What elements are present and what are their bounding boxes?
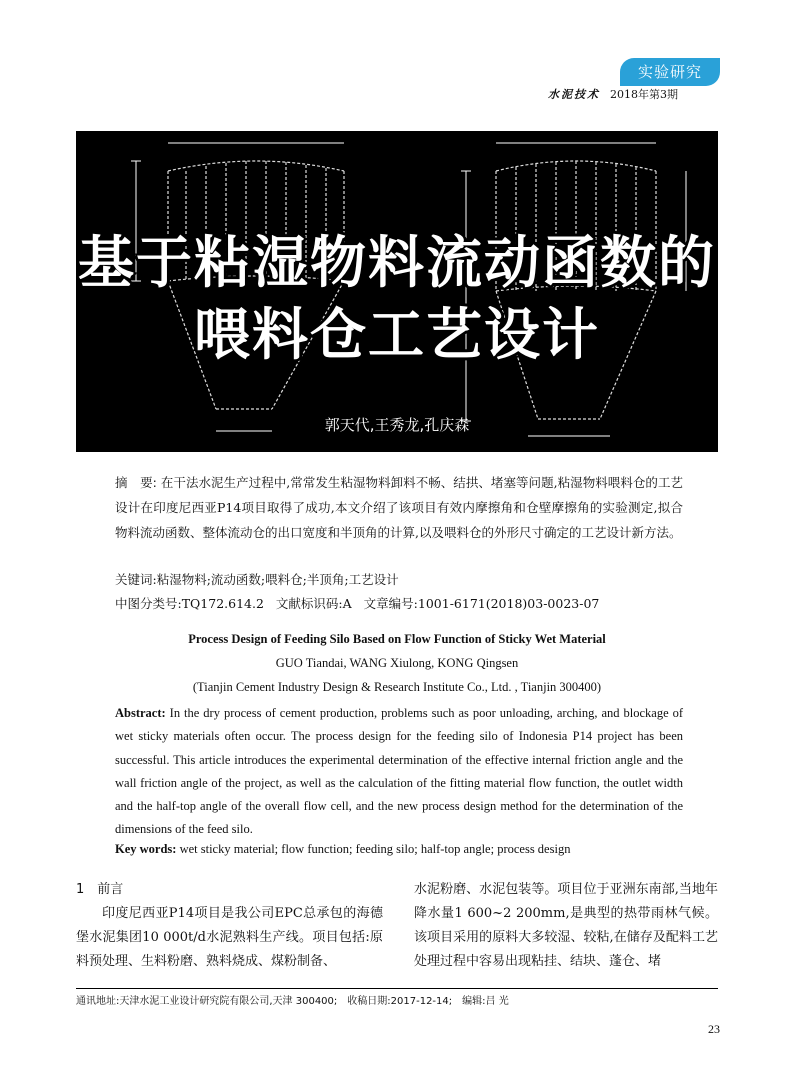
page-number: 23 [708, 1022, 720, 1036]
footnote-address: 通讯地址:天津水泥工业设计研究院有限公司,天津 300400; [76, 996, 338, 1007]
journal-header [548, 86, 728, 104]
chinese-keywords [115, 570, 683, 588]
footnote-received: 收稿日期:2017-12-14; [347, 996, 453, 1007]
english-keywords-text: wet sticky material; flow function; feeding silo; half-top angle; process design [179, 842, 571, 856]
footnote-editor: 编辑:吕 光 [462, 996, 509, 1007]
english-keywords [115, 842, 683, 857]
body-paragraph-continued: 水泥粉磨、水泥包装等。项目位于亚洲东南部,当地年降水量1 600~2 200mm,是典型的热带雨林气候。该项目采用的原料大多较湿、较粘,在储存及配料工艺处理过程中容易出现粘挂、结块、蓬仓、堵 [414, 882, 718, 969]
issue-label: 2018年第3期 [610, 88, 678, 101]
article-title-line-2: 喂料仓工艺设计 [194, 303, 600, 368]
document-code: 文献标识码:A [275, 596, 352, 611]
body-column-right [414, 878, 718, 974]
english-title: Process Design of Feeding Silo Based on Flow Function of Sticky Wet Material [188, 632, 606, 646]
article-title-line-1: 基于粘湿物料流动函数的 [78, 231, 716, 296]
chinese-abstract [115, 470, 683, 545]
article-number: 文章编号:1001-6171(2018)03-0023-07 [363, 596, 600, 611]
keywords-label: 关键词: [115, 572, 157, 587]
body-column-left [76, 878, 383, 974]
classification-line [115, 594, 683, 612]
body-paragraph: 印度尼西亚P14项目是我公司EPC总承包的海德堡水泥集团10 000t/d水泥熟料生产线。项目包括:原料预处理、生料粉磨、熟料烧成、煤粉制备、 [76, 906, 383, 969]
clc-number: 中图分类号:TQ172.614.2 [115, 596, 264, 611]
section-badge: 实验研究 [620, 58, 720, 86]
authors-chinese: 郭天代,王秀龙,孔庆森 [324, 416, 470, 434]
english-keywords-label: Key words: [115, 842, 177, 856]
english-authors: GUO Tiandai, WANG Xiulong, KONG Qingsen [275, 656, 519, 670]
english-abstract-label: Abstract: [115, 706, 166, 720]
footnote [76, 992, 718, 1007]
english-affiliation: (Tianjin Cement Industry Design & Research Institute Co., Ltd. , Tianjin 300400) [192, 680, 602, 694]
keywords-text: 粘湿物料;流动函数;喂料仓;半顶角;工艺设计 [156, 572, 399, 587]
footnote-divider [76, 988, 718, 989]
abstract-text: 在干法水泥生产过程中,常常发生粘湿物料卸料不畅、结拱、堵塞等问题,粘湿物料喂料仓的工艺设计在印度尼西亚P14项目取得了成功,本文介绍了该项目有效内摩擦角和仓壁摩擦角的实验测定,拟合物料流动函数、整体流动仓的出口宽度和半顶角的计算,以及喂料仓的外形尺寸确定的工艺设计新方法。 [115, 475, 684, 540]
journal-name: 水泥技术 [548, 88, 600, 101]
english-abstract [115, 702, 683, 842]
english-abstract-text: In the dry process of cement production, problems such as poor unloading, arching, and blockage of wet sticky materials often occur. The process design for the feeding silo of Indonesia P14 project has been successful. This article introduces the experimental determination of the effective internal friction angle and the wall friction angle of the project, as well as the calculation of the fitting material flow function, the outlet width and the half-top angle of the overall flow cell, and the new process design method for the determination of the dimensions of the feed silo. [115, 706, 684, 837]
title-banner [76, 131, 718, 452]
abstract-label: 摘 要: [115, 475, 157, 490]
section-heading: 1 前言 [76, 882, 124, 897]
